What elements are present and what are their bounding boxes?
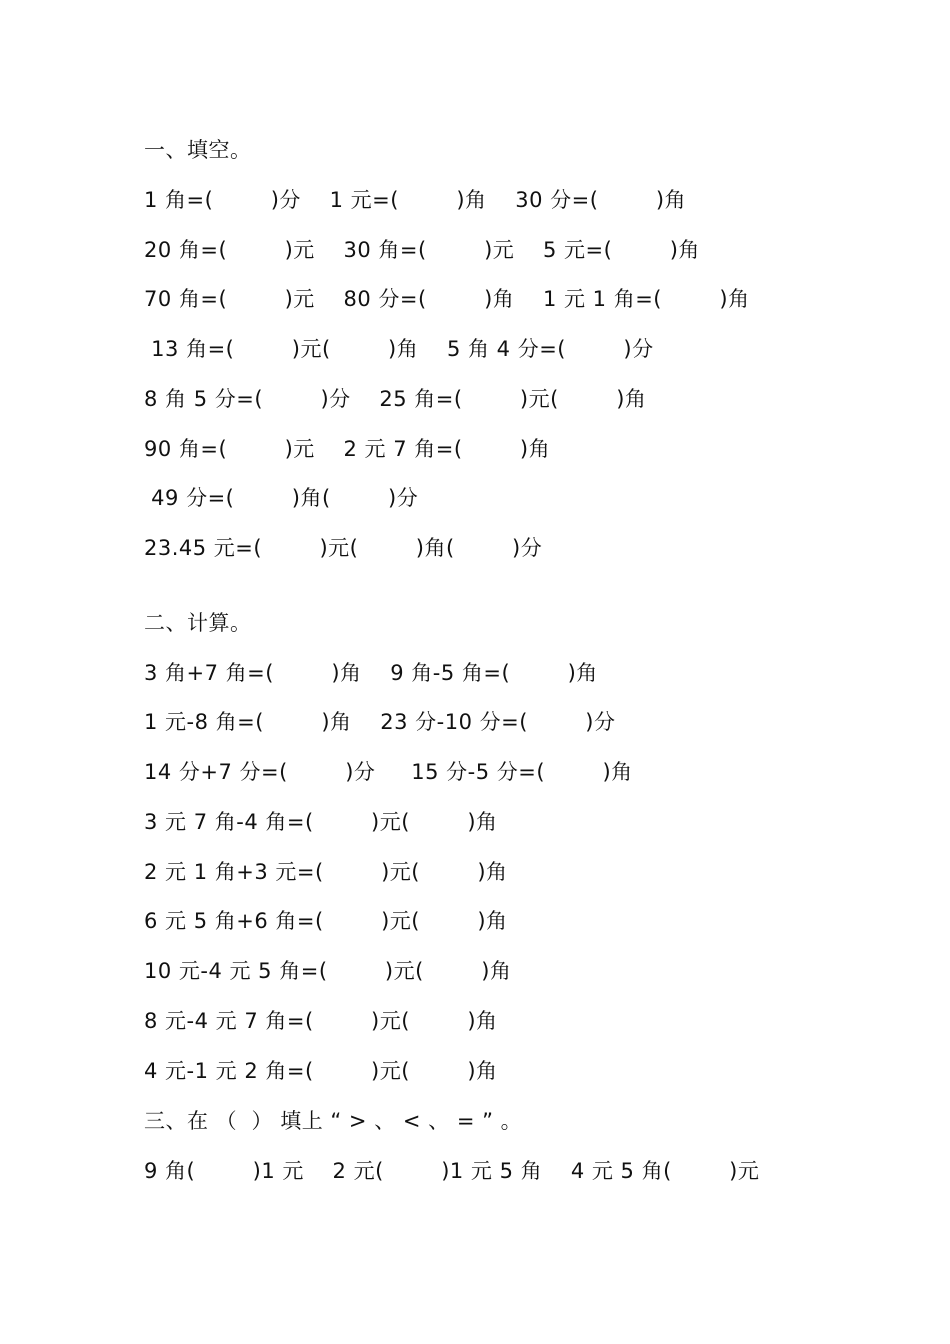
exercise-line: 3 元 7 角-4 角=( )元( )角: [144, 810, 498, 834]
exercise-line: 4 元-1 元 2 角=( )元( )角: [144, 1059, 498, 1083]
exercise-line: 70 角=( )元 80 分=( )角 1 元 1 角=( )角: [144, 287, 750, 311]
exercise-line: 3 角+7 角=( )角 9 角-5 角=( )角: [144, 661, 598, 685]
exercise-line: 23.45 元=( )元( )角( )分: [144, 536, 543, 560]
exercise-line: 6 元 5 角+6 角=( )元( )角: [144, 909, 508, 933]
exercise-line: 14 分+7 分=( )分 15 分-5 分=( )角: [144, 760, 633, 784]
exercise-line: 49 分=( )角( )分: [144, 486, 419, 510]
exercise-line: 10 元-4 元 5 角=( )元( )角: [144, 959, 512, 983]
exercise-line: 8 元-4 元 7 角=( )元( )角: [144, 1009, 498, 1033]
exercise-line: 90 角=( )元 2 元 7 角=( )角: [144, 437, 551, 461]
exercise-line: 9 角( )1 元 2 元( )1 元 5 角 4 元 5 角( )元: [144, 1159, 760, 1183]
exercise-line: 20 角=( )元 30 角=( )元 5 元=( )角: [144, 238, 700, 262]
exercise-line: 1 元-8 角=( )角 23 分-10 分=( )分: [144, 710, 616, 734]
section2-heading: 二、计算。: [144, 611, 252, 635]
exercise-line: 1 角=( )分 1 元=( )角 30 分=( )角: [144, 188, 687, 212]
section1-heading: 一、填空。: [144, 138, 252, 162]
exercise-line: 13 角=( )元( )角 5 角 4 分=( )分: [144, 337, 654, 361]
exercise-line: 8 角 5 分=( )分 25 角=( )元( )角: [144, 387, 647, 411]
exercise-line: 2 元 1 角+3 元=( )元( )角: [144, 860, 508, 884]
section3-heading: 三、在 （ ） 填上 “ > 、 < 、 = ” 。: [144, 1109, 523, 1133]
